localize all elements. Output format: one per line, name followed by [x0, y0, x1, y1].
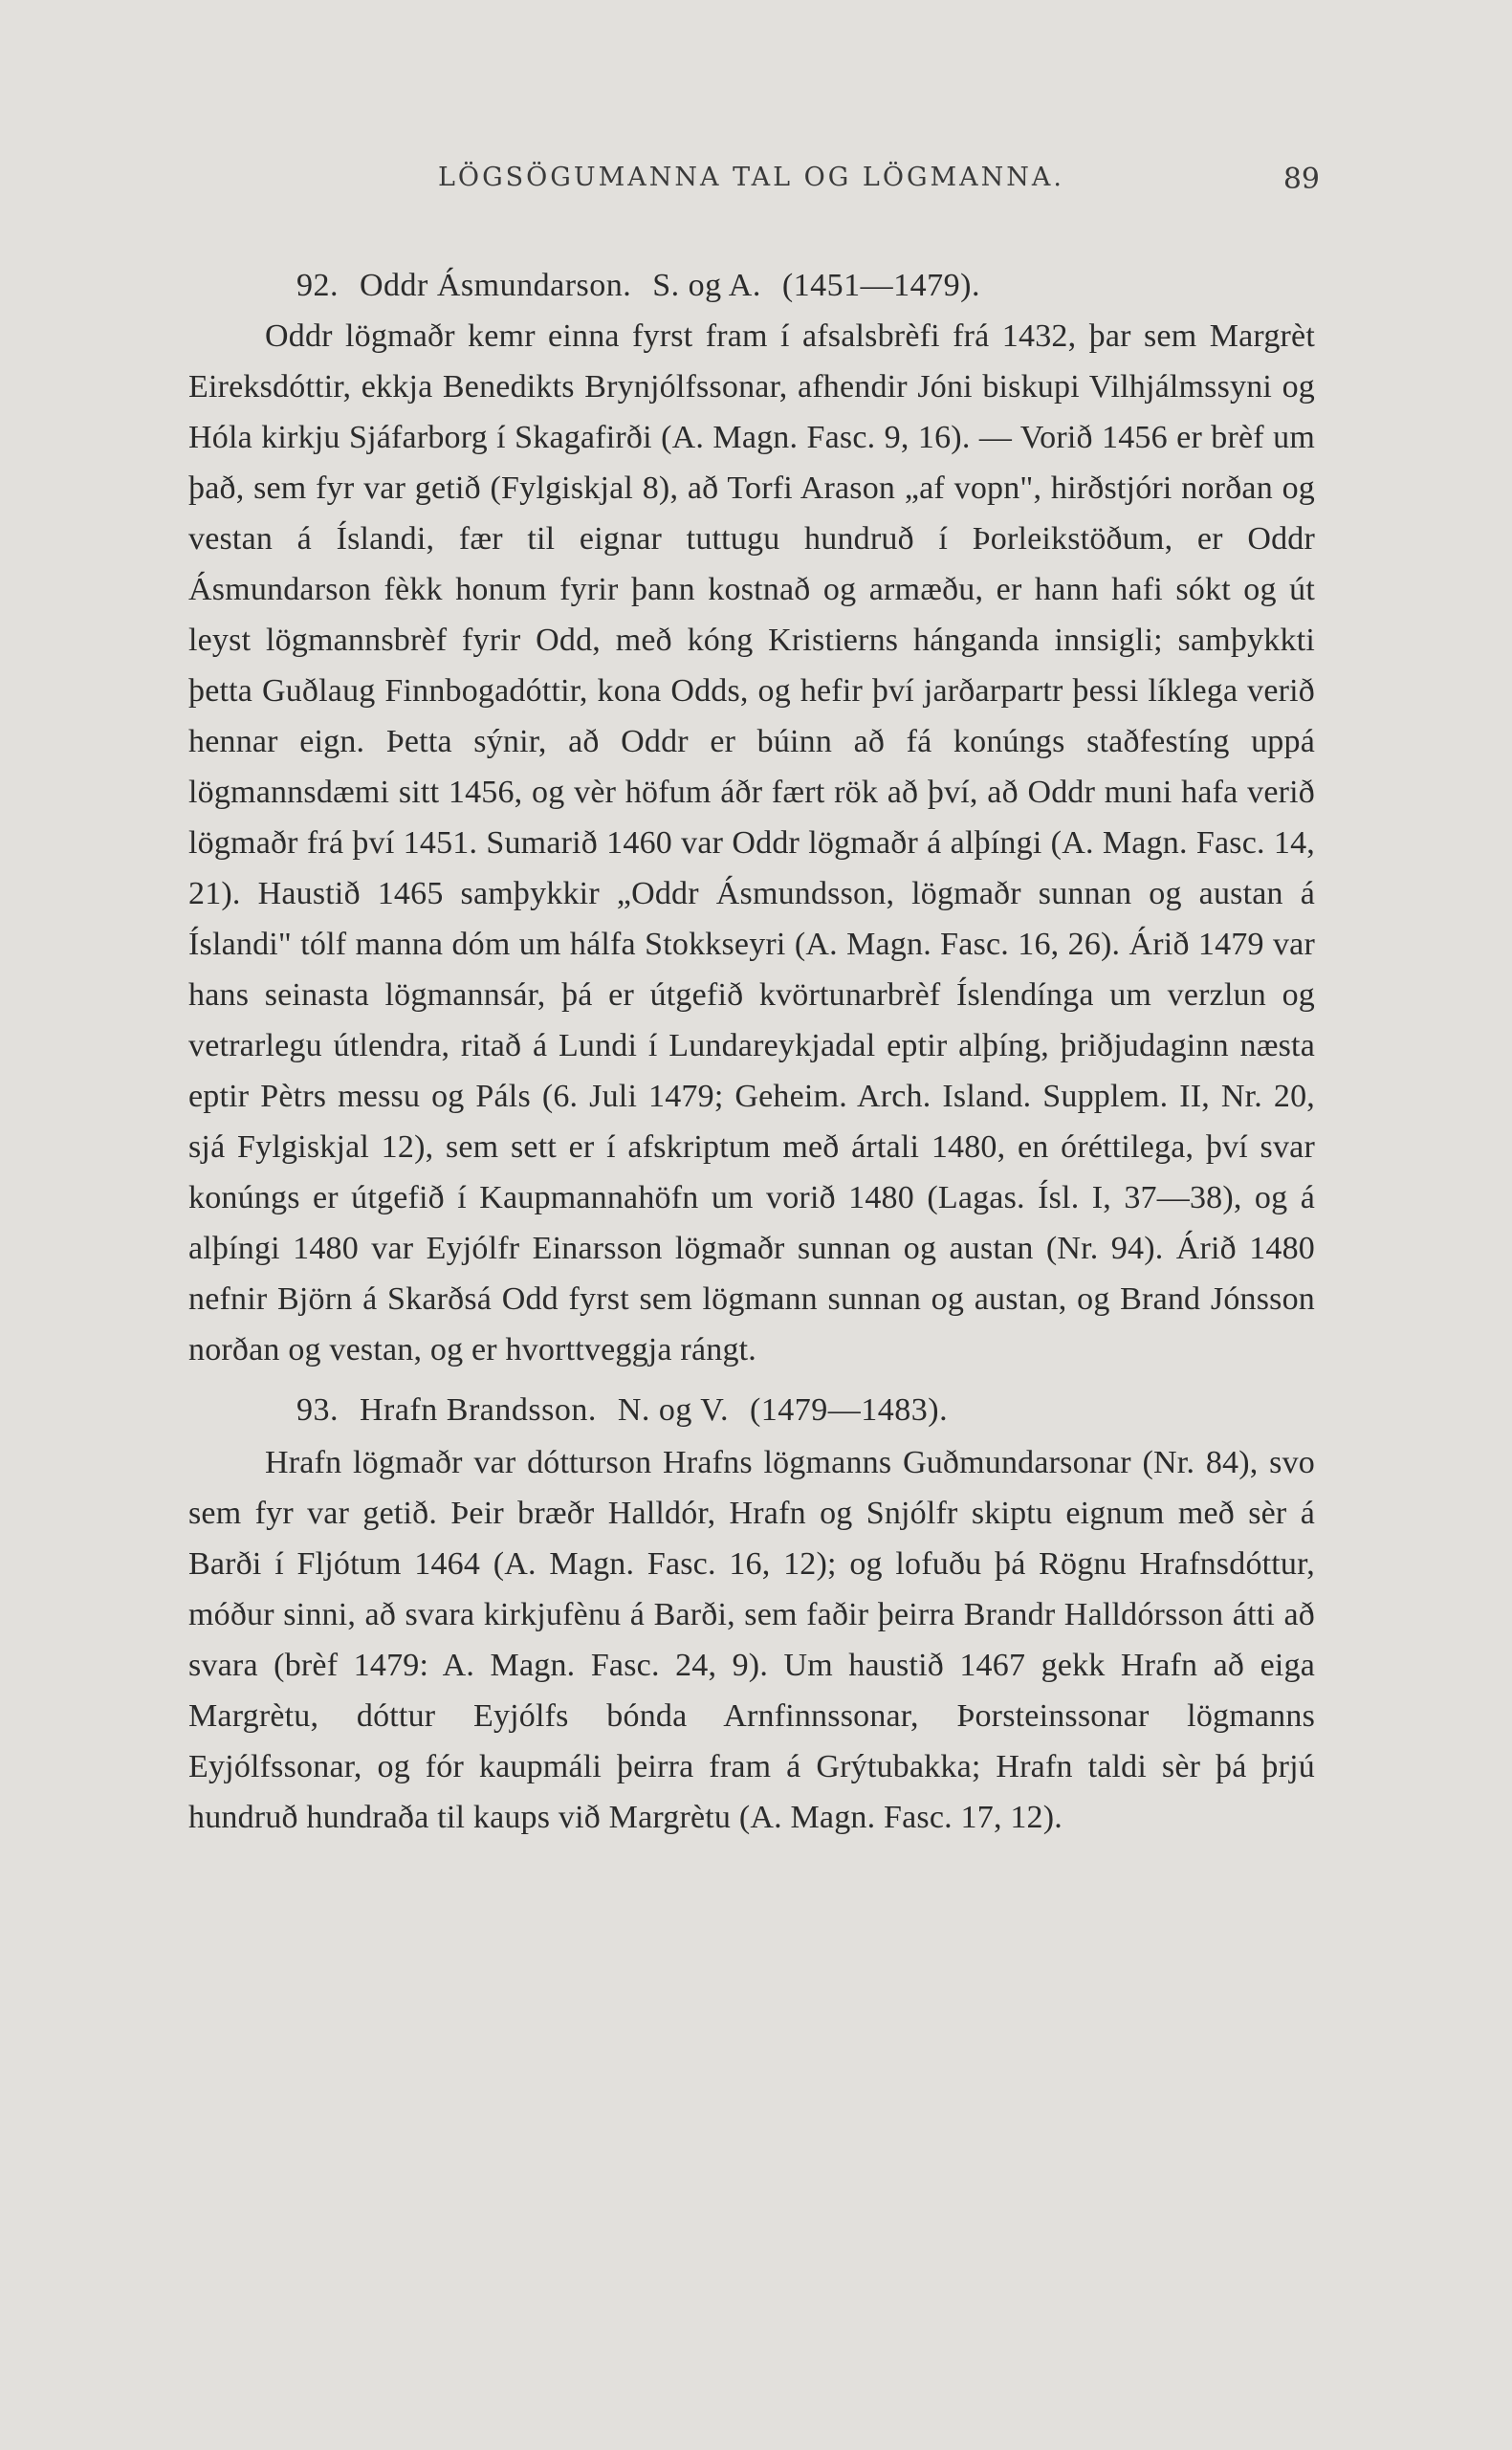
section-years: (1451—1479). — [781, 268, 981, 303]
section-paragraph-92: Oddr lögmaðr kemr einna fyrst fram í afsalsbrèfi frá 1432, þar sem Margrèt Eireksdóttir, ekkja Benedikts Brynjólfssonar, afhendir Jóni biskupi Vilhjálmssyni og Hóla kirkju Sjáfarborg í Skagafirði (A. Magn. Fasc. 9, 16). — Vorið 1456 er brèf um það, sem fyr var getið (Fylgiskjal 8), að Torfi Arason „af vopn", hirðstjóri norðan og vestan á Íslandi, fær til eignar tuttugu hundruð í Þorleikstöðum, er Oddr Ásmundarson fèkk honum fyrir þann kostnað og armæðu, er hann hafi sókt og út leyst lögmannsbrèf fyrir Odd, með kóng Kristierns hánganda innsigli; samþykkti þetta Guðlaug Finnbogadóttir, kona Odds, og hefir því jarðarpartr þessi líklega verið hennar eign. Þetta sýnir, að Oddr er búinn að fá konúngs staðfestíng uppá lögmannsdæmi sitt 1456, og vèr höfum áðr fært rök að því, að Oddr muni hafa verið lögmaðr frá því 1451. Sumarið 1460 var Oddr lögmaðr á alþíngi (A. Magn. Fasc. 14, 21). Haustið 1465 samþykkir „Oddr Ásmundsson, lögmaðr sunnan og austan á Íslandi" tólf manna dóm um hálfa Stokkseyri (A. Magn. Fasc. 16, 26). Árið 1479 var hans seinasta lögmannsár, þá er útgefið kvörtunarbrèf Íslendínga um verzlun og vetrarlegu útlendra, ritað á Lundi í Lundareykjadal eptir alþíng, þriðjudaginn næsta eptir Pètrs messu og Páls (6. Juli 1479; Geheim. Arch. Island. Supplem. II, Nr. 20, sjá Fylgiskjal 12), sem sett er í afskriptum með ártali 1480, en óréttilega, því svar konúngs er útgefið í Kaupmannahöfn um vorið 1480 (Lagas. Ísl. I, 37—38), og á alþíngi 1480 var Eyjólfr Einarsson lögmaðr sunnan og austan (Nr. 94). Árið 1480 nefnir Björn á Skarðsá Odd fyrst sem lögmann sunnan og austan, og Brand Jónsson norðan og vestan, og er hvorttveggja rángt. — [188, 318, 1315, 1367]
section-region: N. og V. — [617, 1392, 729, 1428]
running-title: LÖGSÖGUMANNA TAL OG LÖGMANNA. — [438, 163, 1065, 192]
section-paragraph-93: Hrafn lögmaðr var dótturson Hrafns lögmanns Guðmundarsonar (Nr. 84), svo sem fyr var getið. Þeir bræðr Halldór, Hrafn og Snjólfr skiptu eignum með sèr á Barði í Fljótum 1464 (A. Magn. Fasc. 16, 12); og lofuðu þá Rögnu Hrafnsdóttur, móður sinni, að svara kirkjufènu á Barði, sem faðir þeirra Brandr Halldórsson átti að svara (brèf 1479: A. Magn. Fasc. 24, 9). Um haustið 1467 gekk Hrafn að eiga Margrètu, dóttur Eyjólfs bónda Arnfinnssonar, Þorsteinssonar lögmanns Eyjólfssonar, og fór kaupmáli þeirra fram á Grýtubakka; Hrafn taldi sèr þá þrjú hundruð hundraða til kaups við Margrètu (A. Magn. Fasc. 17, 12). — [188, 1445, 1315, 1835]
section-years: (1479—1483). — [749, 1392, 949, 1428]
body-text — [188, 260, 1315, 1843]
section-number: 92. — [296, 268, 339, 303]
section-name: Hrafn Brandsson. — [360, 1392, 597, 1428]
section-heading-92 — [188, 260, 1315, 311]
page-header — [191, 163, 1320, 201]
section-region: S. og A. — [652, 268, 761, 303]
section-heading-93 — [188, 1385, 1315, 1435]
section-name: Oddr Ásmundarson. — [360, 268, 632, 303]
page-number: 89 — [1282, 163, 1320, 196]
section-number: 93. — [296, 1392, 339, 1428]
